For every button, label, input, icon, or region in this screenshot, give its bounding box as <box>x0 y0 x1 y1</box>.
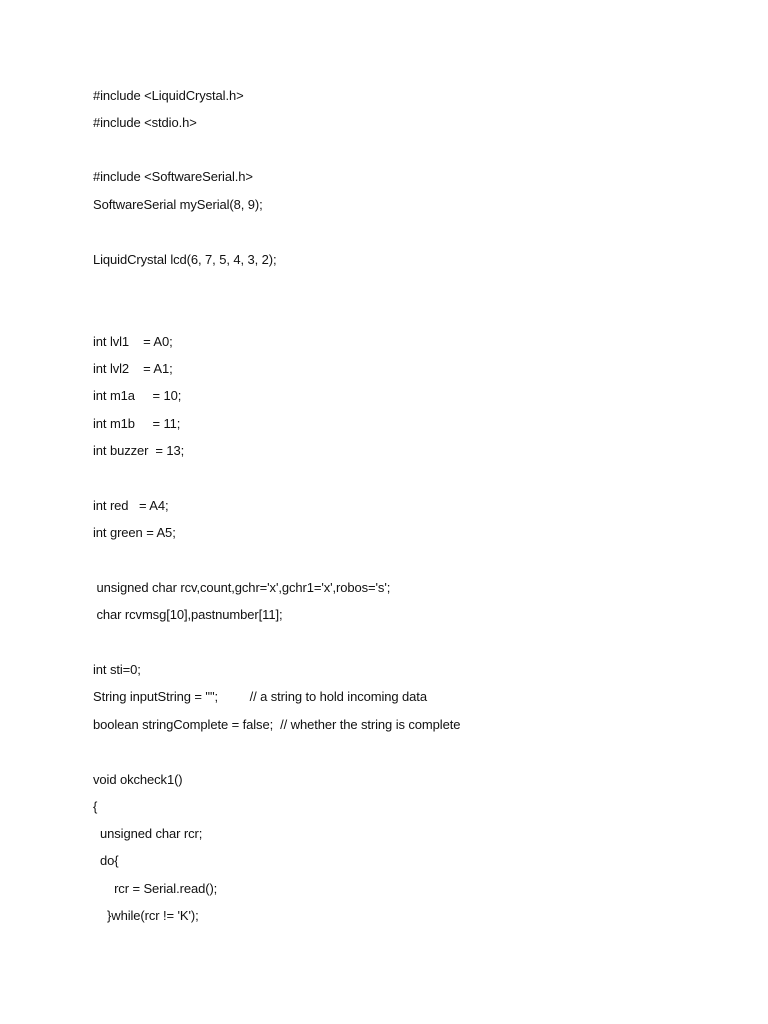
code-line-while: }while(rcr != 'K'); <box>93 908 199 923</box>
code-line-lvl2: int lvl2 = A1; <box>93 361 173 376</box>
code-line-include-liquidcrystal: #include <LiquidCrystal.h> <box>93 88 244 103</box>
code-line-softwareserial-decl: SoftwareSerial mySerial(8, 9); <box>93 197 263 212</box>
code-line-input-string: String inputString = ""; // a string to hold incoming data <box>93 689 427 704</box>
code-line-include-stdio: #include <stdio.h> <box>93 115 197 130</box>
code-line-sti: int sti=0; <box>93 662 141 677</box>
code-line-lvl1: int lvl1 = A0; <box>93 334 173 349</box>
code-line-include-softwareserial: #include <SoftwareSerial.h> <box>93 169 253 184</box>
code-line-rcr-decl: unsigned char rcr; <box>93 826 203 841</box>
code-line-string-complete: boolean stringComplete = false; // whether the string is complete <box>93 717 461 732</box>
code-line-buzzer: int buzzer = 13; <box>93 443 185 458</box>
code-line-do: do{ <box>93 853 119 868</box>
code-line-open-brace: { <box>93 799 98 814</box>
code-line-unsigned-char-vars: unsigned char rcv,count,gchr='x',gchr1='x',robos='s'; <box>93 580 391 595</box>
code-line-lcd-decl: LiquidCrystal lcd(6, 7, 5, 4, 3, 2); <box>93 252 277 267</box>
code-line-m1a: int m1a = 10; <box>93 388 182 403</box>
code-line-red: int red = A4; <box>93 498 169 513</box>
code-line-serial-read: rcr = Serial.read(); <box>93 881 218 896</box>
code-line-green: int green = A5; <box>93 525 176 540</box>
code-line-m1b: int m1b = 11; <box>93 416 181 431</box>
code-line-char-arrays: char rcvmsg[10],pastnumber[11]; <box>93 607 283 622</box>
code-line-okcheck1-signature: void okcheck1() <box>93 772 183 787</box>
